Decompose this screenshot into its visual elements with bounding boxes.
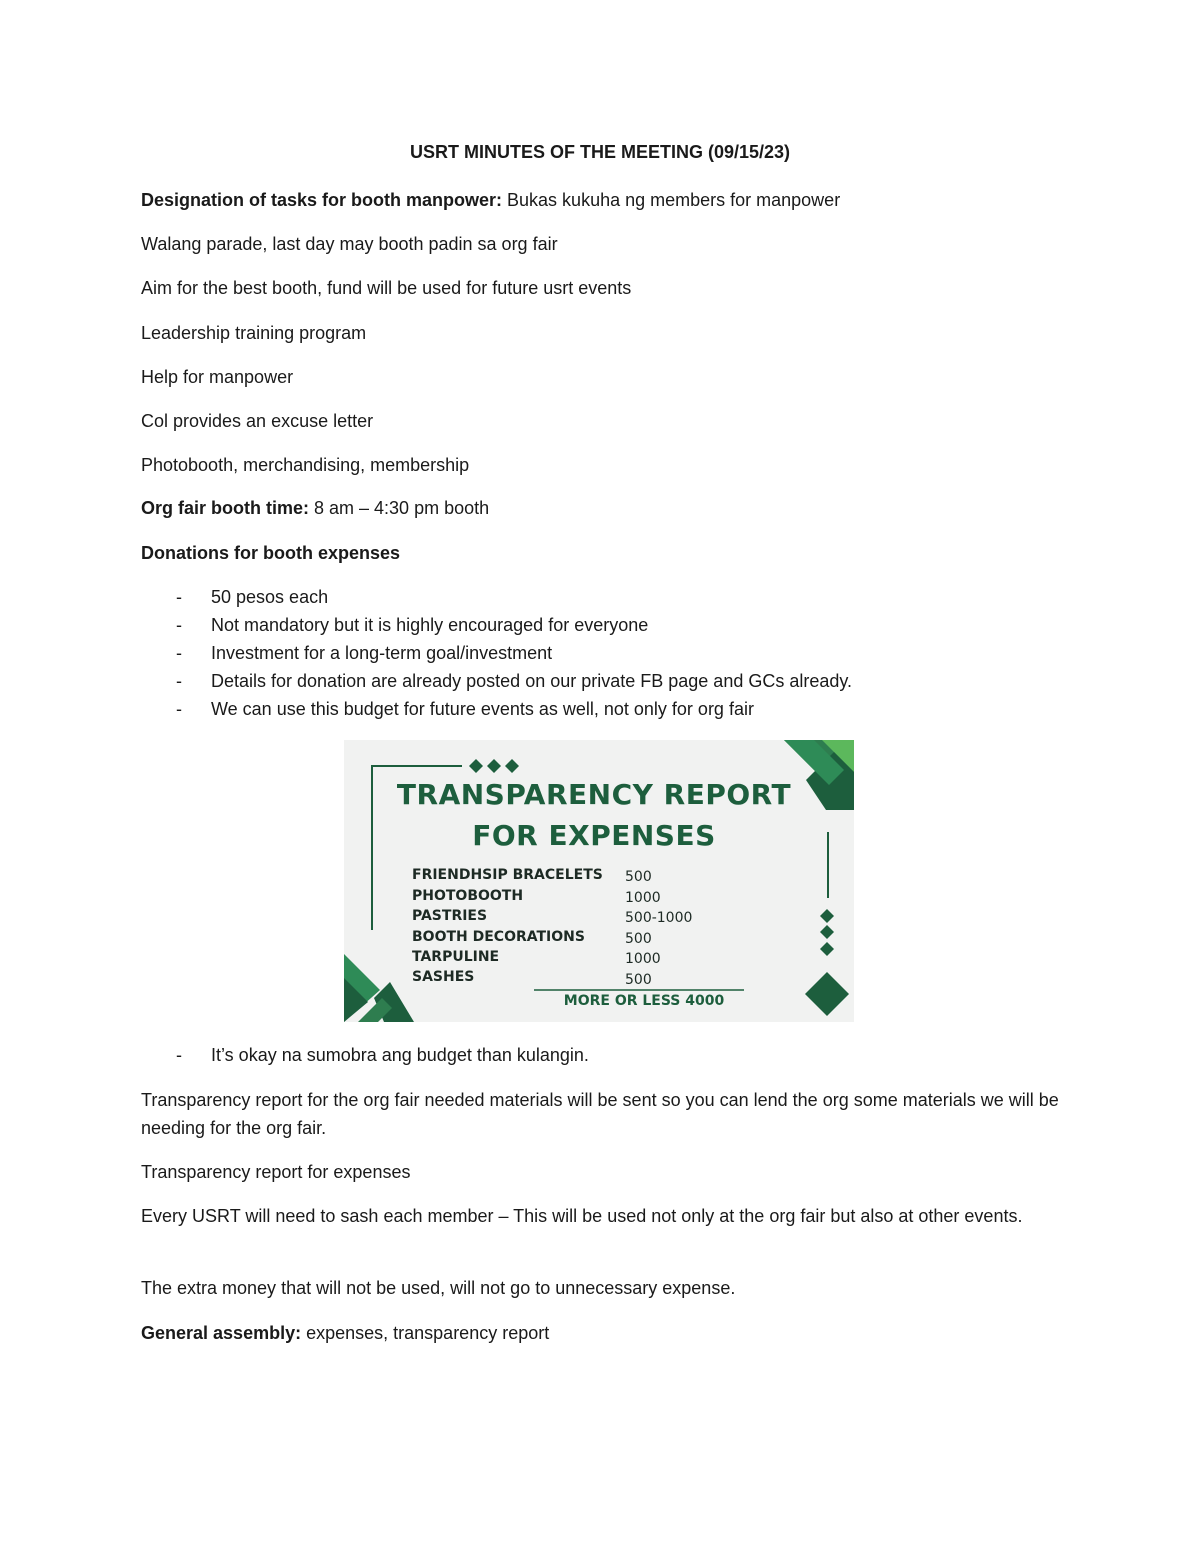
line-parade bbox=[141, 230, 558, 258]
line-text: expenses, transparency report bbox=[301, 1323, 550, 1343]
line-label: Donations for booth expenses bbox=[141, 543, 401, 563]
line-text: Col provides an excuse letter bbox=[141, 411, 374, 431]
list-item bbox=[176, 639, 552, 667]
big-diamond-icon bbox=[805, 972, 849, 1016]
line-aim bbox=[141, 274, 631, 302]
line-label: General assembly: bbox=[141, 1323, 302, 1343]
report-item-value: 500-1000 bbox=[625, 910, 693, 926]
line-booth-time bbox=[141, 494, 489, 522]
line-donations-heading bbox=[141, 539, 400, 567]
report-item-value: 500 bbox=[625, 869, 652, 885]
document-title: USRT MINUTES OF THE MEETING (09/15/23) bbox=[409, 142, 791, 162]
list-item-text: We can use this budget for future events as well, not only for org fair bbox=[211, 699, 754, 719]
line-label: Org fair booth time: bbox=[141, 498, 309, 518]
diamonds-right-icon bbox=[820, 909, 834, 956]
list-item-text: Not mandatory but it is highly encouraged for everyone bbox=[211, 615, 649, 635]
report-item-value: 500 bbox=[625, 972, 652, 988]
line-text: Bukas kukuha ng members for manpower bbox=[502, 190, 841, 210]
report-item-value: 1000 bbox=[625, 890, 661, 906]
transparency-report-image bbox=[344, 740, 854, 1022]
list-item-text: Details for donation are already posted on our private FB page and GCs already. bbox=[211, 671, 853, 691]
diamonds-top-icon bbox=[469, 759, 519, 773]
bullet-marker: - bbox=[176, 615, 182, 635]
line-help bbox=[141, 363, 293, 391]
paragraph: The extra money that will not be used, will not go to unnecessary expense. bbox=[141, 1278, 736, 1298]
report-item-label: SASHES bbox=[412, 969, 475, 985]
paragraph: Transparency report for expenses bbox=[141, 1162, 411, 1182]
report-item-value: 1000 bbox=[625, 951, 661, 967]
paragraph: Transparency report for the org fair needed materials will be sent so you can lend the org some materials we will be needing for the org fair. bbox=[141, 1090, 1059, 1138]
list-item bbox=[176, 695, 754, 723]
line-leadership bbox=[141, 319, 366, 347]
list-item-text: It’s okay na sumobra ang budget than kulangin. bbox=[211, 1045, 589, 1065]
list-item bbox=[176, 583, 328, 611]
line-designation bbox=[141, 186, 840, 214]
bullet-marker: - bbox=[176, 587, 182, 607]
report-item-label: FRIENDHSIP BRACELETS bbox=[412, 867, 603, 883]
list-item-text: Investment for a long-term goal/investment bbox=[211, 643, 553, 663]
report-total: MORE OR LESS 4000 bbox=[563, 993, 725, 1009]
line-general-assembly bbox=[141, 1319, 549, 1347]
line-text: Aim for the best booth, fund will be used for future usrt events bbox=[141, 278, 632, 298]
report-item-label: PASTRIES bbox=[412, 908, 488, 924]
report-item-label: TARPULINE bbox=[412, 949, 500, 965]
report-item-label: PHOTOBOOTH bbox=[412, 888, 524, 904]
line-label: Designation of tasks for booth manpower: bbox=[141, 190, 503, 210]
line-text: Photobooth, merchandising, membership bbox=[141, 455, 470, 475]
list-item bbox=[176, 667, 852, 695]
report-item-label: BOOTH DECORATIONS bbox=[412, 929, 585, 945]
line-text: 8 am – 4:30 pm booth bbox=[309, 498, 490, 518]
bullet-marker: - bbox=[176, 643, 182, 663]
line-text: Walang parade, last day may booth padin sa org fair bbox=[141, 234, 558, 254]
list-item bbox=[176, 611, 648, 639]
report-title-line1: TRANSPARENCY REPORT bbox=[396, 778, 792, 811]
bullet-marker: - bbox=[176, 671, 182, 691]
report-title-line2: FOR EXPENSES bbox=[472, 819, 716, 852]
bullet-marker: - bbox=[176, 699, 182, 719]
list-item-text: 50 pesos each bbox=[211, 587, 329, 607]
line-text: Help for manpower bbox=[141, 367, 294, 387]
paragraph: Every USRT will need to sash each member – This will be used not only at the org fair but also at other events. bbox=[141, 1206, 1023, 1226]
line-photobooth bbox=[141, 451, 469, 479]
bullet-marker: - bbox=[176, 1045, 182, 1065]
line-text: Leadership training program bbox=[141, 323, 367, 343]
list-item bbox=[176, 1041, 589, 1069]
line-excuse bbox=[141, 407, 373, 435]
corner-stripes-bottom-left-icon bbox=[344, 954, 414, 1022]
report-item-value: 500 bbox=[625, 931, 652, 947]
